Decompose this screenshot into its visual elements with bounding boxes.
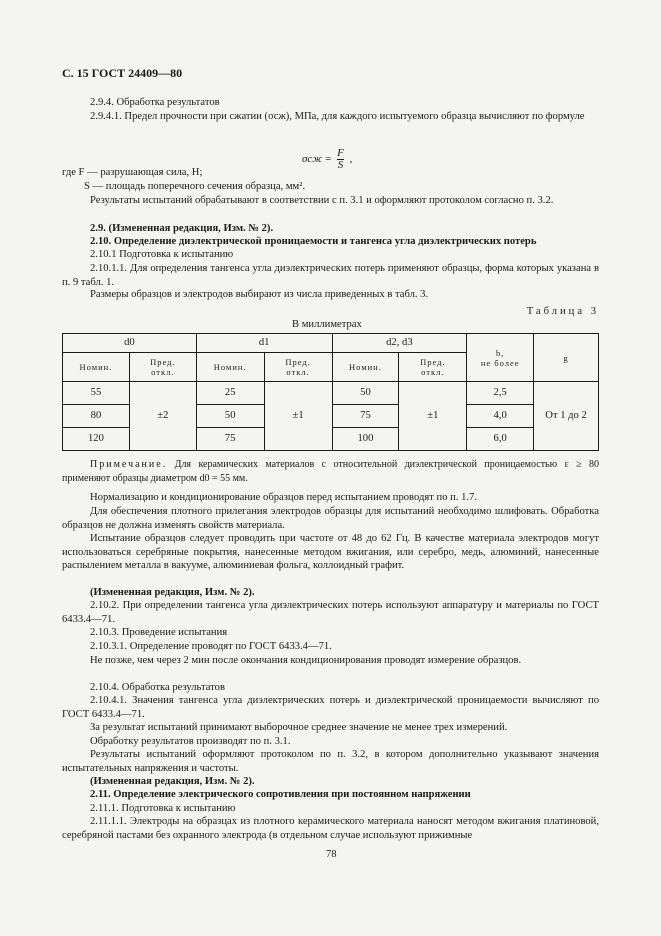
cell-d2: 100	[332, 428, 399, 451]
section-2-11-title: 2.11. Определение электрического сопротивления при постоянном напряжении	[90, 789, 471, 800]
page-number: 78	[326, 849, 337, 860]
section-2-11-1-1: 2.11.1.1. Электроды на образцах из плотного керамического материала наносят методом вжигания платиновой, серебряной пастами без охранного электрода (в отдельном случае используют прижимные	[62, 816, 599, 841]
results-text: Результаты испытаний обрабатывают в соответствии с п. 3.1 и оформляют протоколом согласно п. 3.2.	[90, 195, 554, 206]
header-d0: d0	[63, 334, 197, 353]
cell-d1: 50	[196, 405, 264, 428]
cell-d2: 75	[332, 405, 399, 428]
where-s: S — площадь поперечного сечения образца, мм².	[84, 181, 306, 192]
edit-note-3: (Измененная редакция, Изм. № 2).	[90, 776, 255, 787]
section-2-10-title: 2.10. Определение диэлектрической проницаемости и тангенса угла диэлектрических потерь	[90, 236, 537, 247]
formula-denominator: S	[337, 159, 344, 171]
cell-d0: 120	[63, 428, 130, 451]
cell-b: 4,0	[467, 405, 534, 428]
cell-tol-d1: ±1	[264, 382, 332, 451]
section-2-9-4: 2.9.4. Обработка результатов	[90, 97, 220, 108]
cell-d2: 50	[332, 382, 399, 405]
cell-d0: 55	[63, 382, 130, 405]
table-label: Таблица 3	[526, 306, 599, 317]
table-units: В миллиметрах	[292, 319, 362, 330]
cell-d1: 75	[196, 428, 264, 451]
cell-tol-d2: ±1	[399, 382, 467, 451]
formula-eq: =	[325, 153, 332, 166]
cell-b: 6,0	[467, 428, 534, 451]
section-2-10-4-1: 2.10.4.1. Значения тангенса угла диэлектрических потерь и диэлектрической проницаемости вычисляют по ГОСТ 6433.4—71.	[62, 695, 599, 720]
header-d1: d1	[196, 334, 332, 353]
header-tol-d0-a: Пред.	[150, 357, 176, 367]
cell-b: 2,5	[467, 382, 534, 405]
header-tol-d1-a: Пред.	[285, 357, 311, 367]
formula-numerator: F	[337, 147, 344, 159]
header-nom-d0: Номин.	[63, 353, 130, 382]
cell-tol-d0: ±2	[129, 382, 196, 451]
document-page	[62, 0, 599, 936]
header-nom-d2: Номин.	[332, 353, 399, 382]
header-b-note: не более	[480, 357, 520, 368]
header-nom-d1: Номин.	[196, 353, 264, 382]
p-protocol: Результаты испытаний оформляют протоколом по п. 3.2, в котором дополнительно указывают значения испытательных напряжения и частоты.	[62, 749, 599, 774]
header-tol-d0	[129, 353, 196, 382]
p-frequency: Испытание образцов следует проводить при частоте от 48 до 62 Гц. В качестве материала электродов могут использоваться серебряные покрытия, нанесенные методом вжигания, или серебро, медь, алюминий, нанесенные распылением металла в вакууме, алюминиевая фольга, коллоидный графит.	[62, 533, 599, 572]
section-2-10-3: 2.10.3. Проведение испытания	[90, 627, 228, 638]
section-2-9-4-1: 2.9.4.1. Предел прочности при сжатии (σсж), МПа, для каждого испытуемого образца вычисляют по формуле	[90, 111, 585, 122]
section-2-10-3-1: 2.10.3.1. Определение проводят по ГОСТ 6433.4—71.	[90, 641, 332, 652]
header-g: g	[534, 334, 599, 382]
p-contact: Для обеспечения плотного прилегания электродов образцы для испытаний необходимо шлифовать. Обработка образцов не должна изменять свойств материала.	[62, 506, 599, 531]
cell-g: От 1 до 2	[534, 382, 599, 451]
section-2-11-1: 2.11.1. Подготовка к испытанию	[90, 803, 236, 814]
sizes-text: Размеры образцов и электродов выбирают из числа приведенных в табл. 3.	[90, 289, 429, 300]
header-b	[467, 334, 534, 382]
formula-tail: ,	[349, 153, 353, 166]
page-header: С. 15 ГОСТ 24409—80	[62, 66, 183, 80]
header-b-label: b,	[495, 347, 505, 358]
p-processing: Обработку результатов производят по п. 3.1.	[90, 736, 291, 747]
header-d2-d3: d2, d3	[332, 334, 467, 353]
header-tol-d2-a: Пред.	[420, 357, 446, 367]
edit-note-2: (Измененная редакция, Изм. № 2).	[90, 587, 255, 598]
dimensions-table	[62, 333, 599, 451]
note-text: Для керамических материалов с относительной диэлектрической проницаемостью ε ≥ 80 применяют образцы диаметром d0 = 55 мм.	[62, 459, 600, 484]
header-tol-d1-b: откл.	[286, 367, 310, 377]
section-2-10-2: 2.10.2. При определении тангенса угла диэлектрических потерь используют аппаратуру и материалы по ГОСТ 6433.4—71.	[62, 600, 599, 625]
table-note	[62, 458, 599, 485]
header-tol-d0-b: откл.	[151, 367, 175, 377]
section-2-9-edit: 2.9. (Измененная редакция, Изм. № 2).	[90, 223, 274, 234]
cell-d1: 25	[196, 382, 264, 405]
p-normalization: Нормализацию и кондиционирование образцов перед испытанием проводят по п. 1.7.	[90, 492, 477, 503]
section-2-10-1: 2.10.1 Подготовка к испытанию	[90, 249, 234, 260]
cell-d0: 80	[63, 405, 130, 428]
p-average: За результат испытаний принимают выборочное среднее значение не менее трех измерений.	[90, 722, 508, 733]
section-2-10-1-1: 2.10.1.1. Для определения тангенса угла диэлектрических потерь применяют образцы, форма которых указана в п. 9 табл. 1.	[62, 263, 599, 288]
formula-lhs: σсж	[302, 153, 323, 166]
header-tol-d2-b: откл.	[421, 367, 445, 377]
table-row	[63, 382, 599, 405]
header-tol-d1	[264, 353, 332, 382]
note-label: Примечание.	[90, 459, 168, 470]
section-2-10-4: 2.10.4. Обработка результатов	[90, 682, 225, 693]
where-f: где F — разрушающая сила, Н;	[62, 167, 203, 178]
header-tol-d2	[399, 353, 467, 382]
p-time: Не позже, чем через 2 мин после окончания кондиционирования проводят измерение образцов.	[90, 655, 522, 666]
